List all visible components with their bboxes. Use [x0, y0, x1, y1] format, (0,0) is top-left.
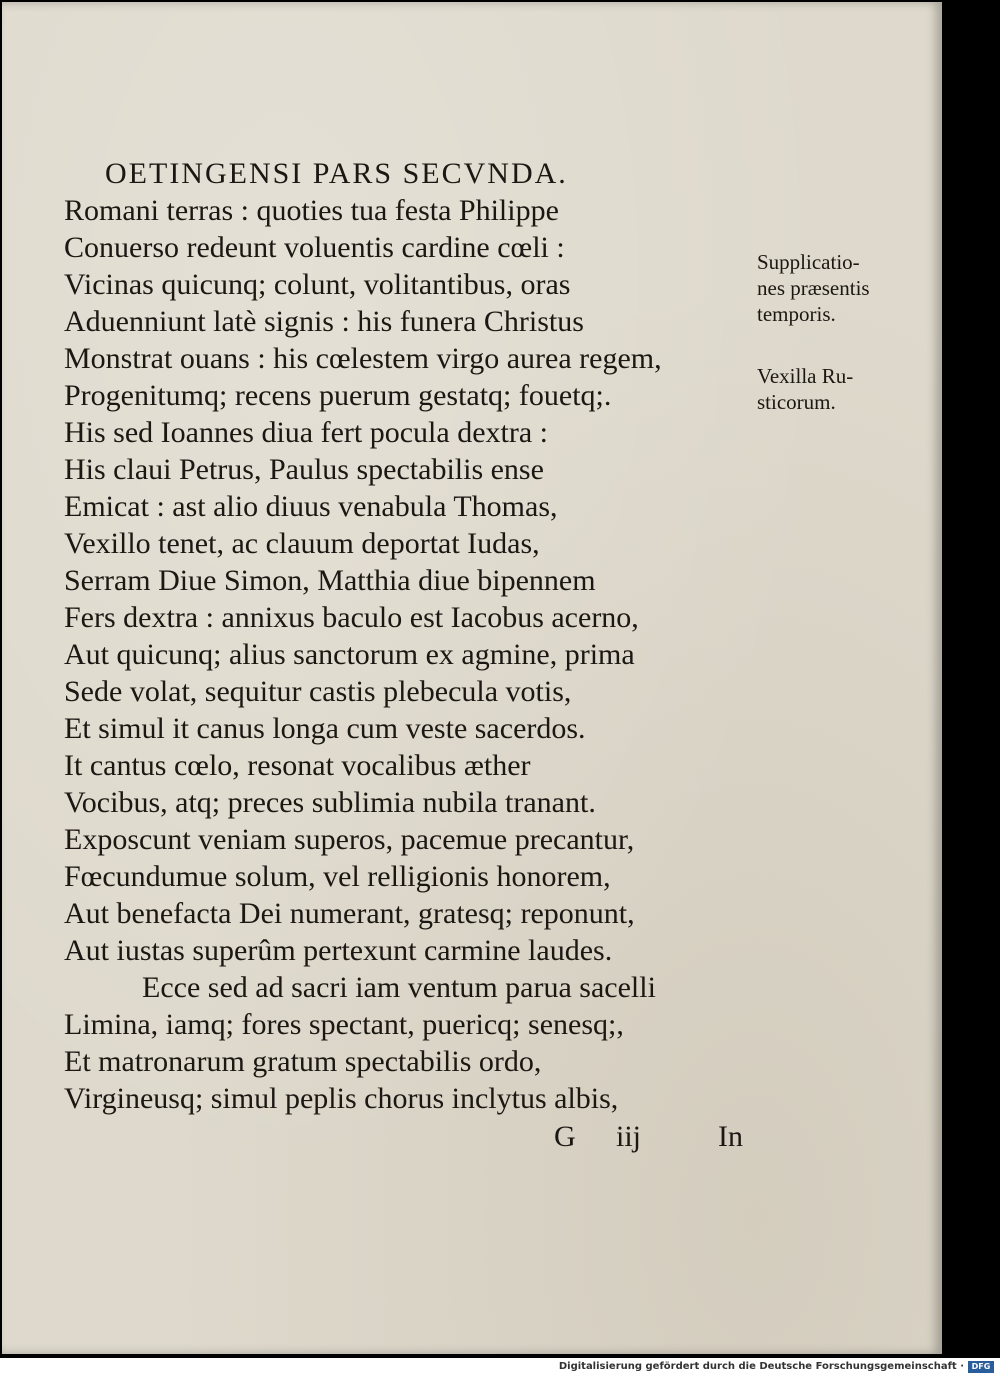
margin-note-banners: [757, 363, 853, 415]
verse-line: Ecce sed ad sacri iam ventum parua sacelli: [142, 971, 656, 1004]
verse-line: Exposcunt veniam superos, pacemue precantur,: [64, 823, 635, 856]
funding-credit: Digitalisierung gefördert durch die Deutsche Forschungsgemeinschaft ·: [558, 1361, 964, 1372]
verse-line: Aut iustas superûm pertexunt carmine laudes.: [64, 934, 613, 967]
verse-line: Et simul it canus longa cum veste sacerdos.: [64, 712, 586, 745]
verse-line: Conuerso redeunt voluentis cardine cœli :: [64, 231, 565, 264]
verse-line: Monstrat ouans : his cœlestem virgo aurea regem,: [64, 342, 662, 375]
verse-line: Emicat : ast alio diuus venabula Thomas,: [64, 490, 558, 523]
dfg-logo-icon: DFG: [968, 1361, 994, 1373]
verse-line: Et matronarum gratum spectabilis ordo,: [64, 1045, 542, 1078]
funding-bar: [0, 1358, 1000, 1377]
verse-line: Virgineusq; simul peplis chorus inclytus albis,: [64, 1082, 619, 1115]
verse-line: His sed Ioannes diua fert pocula dextra :: [64, 416, 548, 449]
verse-line: Limina, iamq; fores spectant, puericq; senesq;,: [64, 1008, 624, 1041]
margin-note-line: temporis.: [757, 302, 836, 326]
signature-mark: G: [554, 1120, 576, 1153]
margin-note-line: Vexilla Ru-: [757, 364, 854, 388]
verse-line: Romani terras : quoties tua festa Philippe: [64, 194, 559, 227]
verse-line: Fœcundumue solum, vel relligionis honorem,: [64, 860, 611, 893]
margin-note-line: Supplicatio-: [757, 250, 860, 274]
verse-line: Vexillo tenet, ac clauum deportat Iudas,: [64, 527, 540, 560]
verse-body: [64, 192, 744, 1117]
verse-line: Vicinas quicunq; colunt, volitantibus, oras: [64, 268, 571, 301]
verse-line: Fers dextra : annixus baculo est Iacobus acerno,: [64, 601, 639, 634]
verse-line: Aut quicunq; alius sanctorum ex agmine, prima: [64, 638, 635, 671]
verse-line: Sede volat, sequitur castis plebecula votis,: [64, 675, 572, 708]
margin-note-line: nes præsentis: [757, 276, 870, 300]
catchword: In: [718, 1120, 743, 1153]
margin-note-supplications: [757, 249, 870, 327]
running-title: OETINGENSI PARS SECVNDA.: [105, 157, 568, 190]
verse-line: It cantus cœlo, resonat vocalibus æther: [64, 749, 531, 782]
verse-line: His claui Petrus, Paulus spectabilis ense: [64, 453, 544, 486]
verse-line: Serram Diue Simon, Matthia diue bipennem: [64, 564, 596, 597]
verse-line: Aduenniunt latè signis : his funera Christus: [64, 305, 584, 338]
verse-line: Vocibus, atq; preces sublimia nubila tranant.: [64, 786, 596, 819]
signature-number: iij: [616, 1120, 642, 1153]
verse-line: Aut benefacta Dei numerant, gratesq; reponunt,: [64, 897, 635, 930]
verse-line: Progenitumq; recens puerum gestatq; fouetq;.: [64, 379, 612, 412]
book-page: [2, 2, 942, 1354]
margin-note-line: sticorum.: [757, 390, 836, 414]
